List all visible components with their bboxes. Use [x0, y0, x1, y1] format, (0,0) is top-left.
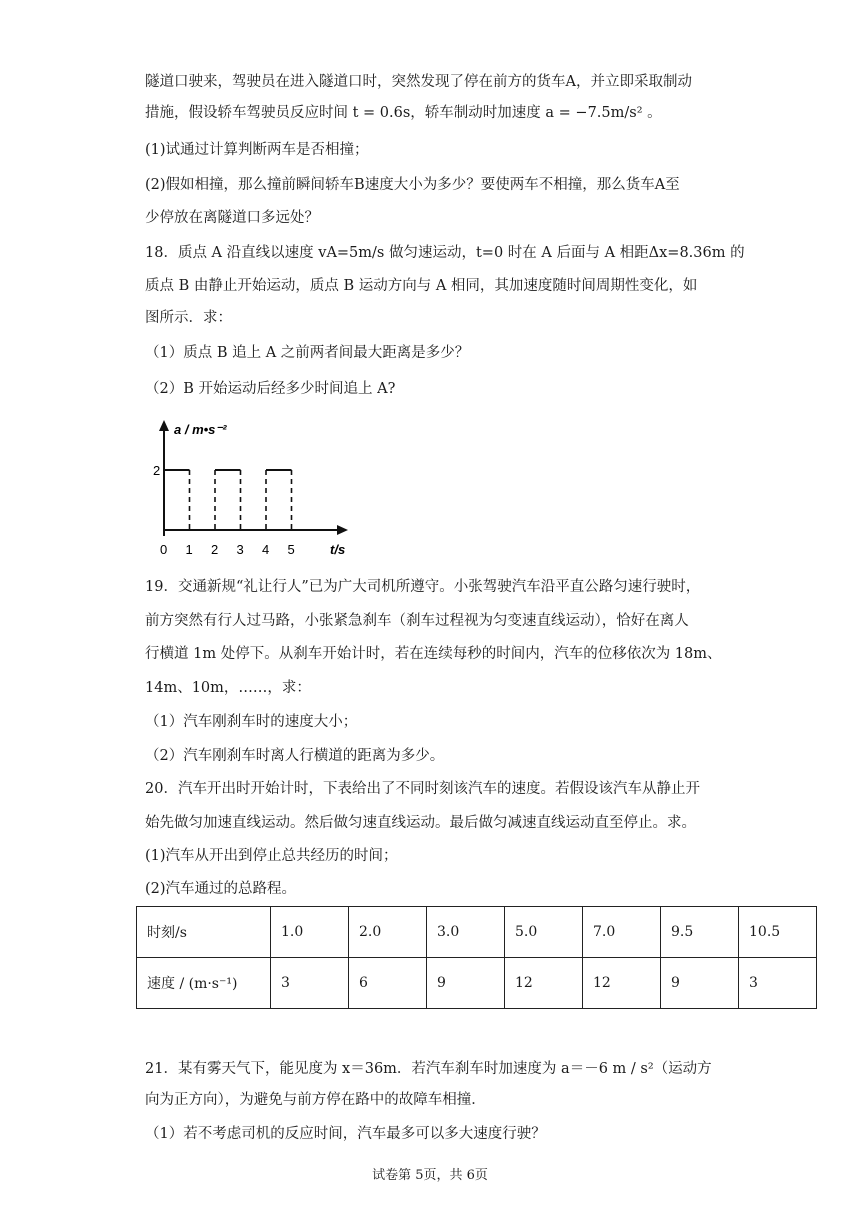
text-line: 图所示．求： — [145, 310, 232, 326]
text-line: 隧道口驶来，驾驶员在进入隧道口时，突然发现了停在前方的货车A，并立即采取制动 — [145, 74, 692, 90]
table-cell: 10.5 — [739, 907, 817, 958]
table-cell: 7.0 — [583, 907, 661, 958]
sub-question: （1）汽车刚刹车时的速度大小； — [145, 714, 358, 730]
question-19: 19．交通新规“礼让行人”已为广大司机所遵守。小张驾驶汽车沿平直公路匀速行驶时， — [145, 579, 701, 595]
table-header-cell: 时刻/s — [137, 907, 271, 958]
question-21: 21．某有雾天气下，能见度为 x＝36m．若汽车刹车时加速度为 a＝－6 m / s²（运动方 — [145, 1061, 712, 1077]
sub-question: （2）B 开始运动后经多少时间追上 A? — [145, 381, 396, 397]
x-axis-arrow — [337, 525, 348, 535]
table-cell: 3.0 — [427, 907, 505, 958]
acceleration-graph — [150, 418, 360, 558]
text-line: 向为正方向），为避免与前方停在路中的故障车相撞． — [145, 1092, 486, 1108]
table-cell: 6 — [349, 958, 427, 1009]
table-row — [137, 958, 817, 1009]
sub-question: （2）汽车刚刹车时离人行横道的距离为多少。 — [145, 748, 445, 764]
table-cell: 12 — [505, 958, 583, 1009]
text-line: (1)汽车从开出到停止总共经历的时间； — [145, 848, 398, 864]
table-cell: 9.5 — [661, 907, 739, 958]
sub-question: （1）质点 B 追上 A 之前两者间最大距离是多少？ — [145, 345, 470, 361]
y-axis-arrow — [159, 420, 169, 431]
x-tick-label: 4 — [262, 542, 270, 557]
question-20: 20．汽车开出时开始计时，下表给出了不同时刻该汽车的速度。若假设该汽车从静止开 — [145, 781, 700, 797]
table-row — [137, 907, 817, 958]
acceleration-segment — [164, 470, 190, 530]
x-tick-label: 3 — [236, 542, 244, 557]
question-18: 18．质点 A 沿直线以速度 vA=5m/s 做匀速运动，t=0 时在 A 后面与 A 相距Δx=8.36m 的 — [145, 245, 745, 261]
acceleration-segment — [266, 470, 292, 530]
text-line: 14m、10m，……，求： — [145, 680, 311, 696]
table-cell: 5.0 — [505, 907, 583, 958]
table-cell: 1.0 — [271, 907, 349, 958]
sub-question: （1）若不考虑司机的反应时间，汽车最多可以多大速度行驶？ — [145, 1126, 546, 1142]
text-line: 措施，假设轿车驾驶员反应时间 t = 0.6s，轿车制动时加速度 a = −7.5m/s² 。 — [145, 105, 662, 121]
x-tick-label: 0 — [160, 542, 168, 557]
y-axis-label: a / m•s⁻² — [174, 422, 227, 437]
table-cell: 9 — [661, 958, 739, 1009]
table-cell: 9 — [427, 958, 505, 1009]
text-line: 质点 B 由静止开始运动，质点 B 运动方向与 A 相同，其加速度随时间周期性变化，如 — [145, 278, 698, 294]
text-line: 少停放在离隧道口多远处？ — [145, 210, 319, 226]
text-line: 前方突然有行人过马路，小张紧急刹车（刹车过程视为匀变速直线运动），恰好在离人 — [145, 613, 689, 629]
text-line: 行横道 1m 处停下。从刹车开始计时，若在连续每秒的时间内，汽车的位移依次为 18m、 — [145, 646, 722, 662]
x-axis-label: t/s — [330, 542, 346, 557]
y-tick-label: 2 — [153, 463, 161, 478]
x-tick-label: 2 — [211, 542, 219, 557]
text-line: (2)假如相撞，那么撞前瞬间轿车B速度大小为多少？要使两车不相撞，那么货车A至 — [145, 177, 680, 193]
x-tick-label: 1 — [185, 542, 193, 557]
acceleration-segment — [215, 470, 241, 530]
table-cell: 2.0 — [349, 907, 427, 958]
text-line: (2)汽车通过的总路程。 — [145, 881, 297, 897]
table-cell: 3 — [271, 958, 349, 1009]
table-cell: 3 — [739, 958, 817, 1009]
x-tick-label: 5 — [287, 542, 295, 557]
text-line: (1)试通过计算判断两车是否相撞； — [145, 142, 369, 158]
table-cell: 12 — [583, 958, 661, 1009]
speed-table — [136, 906, 817, 1009]
table-header-cell: 速度 / (m·s⁻¹) — [137, 958, 271, 1009]
page-footer: 试卷第 5页，共 6页 — [372, 1168, 488, 1183]
text-line: 始先做匀加速直线运动。然后做匀速直线运动。最后做匀减速直线运动直至停止。求。 — [145, 815, 696, 831]
